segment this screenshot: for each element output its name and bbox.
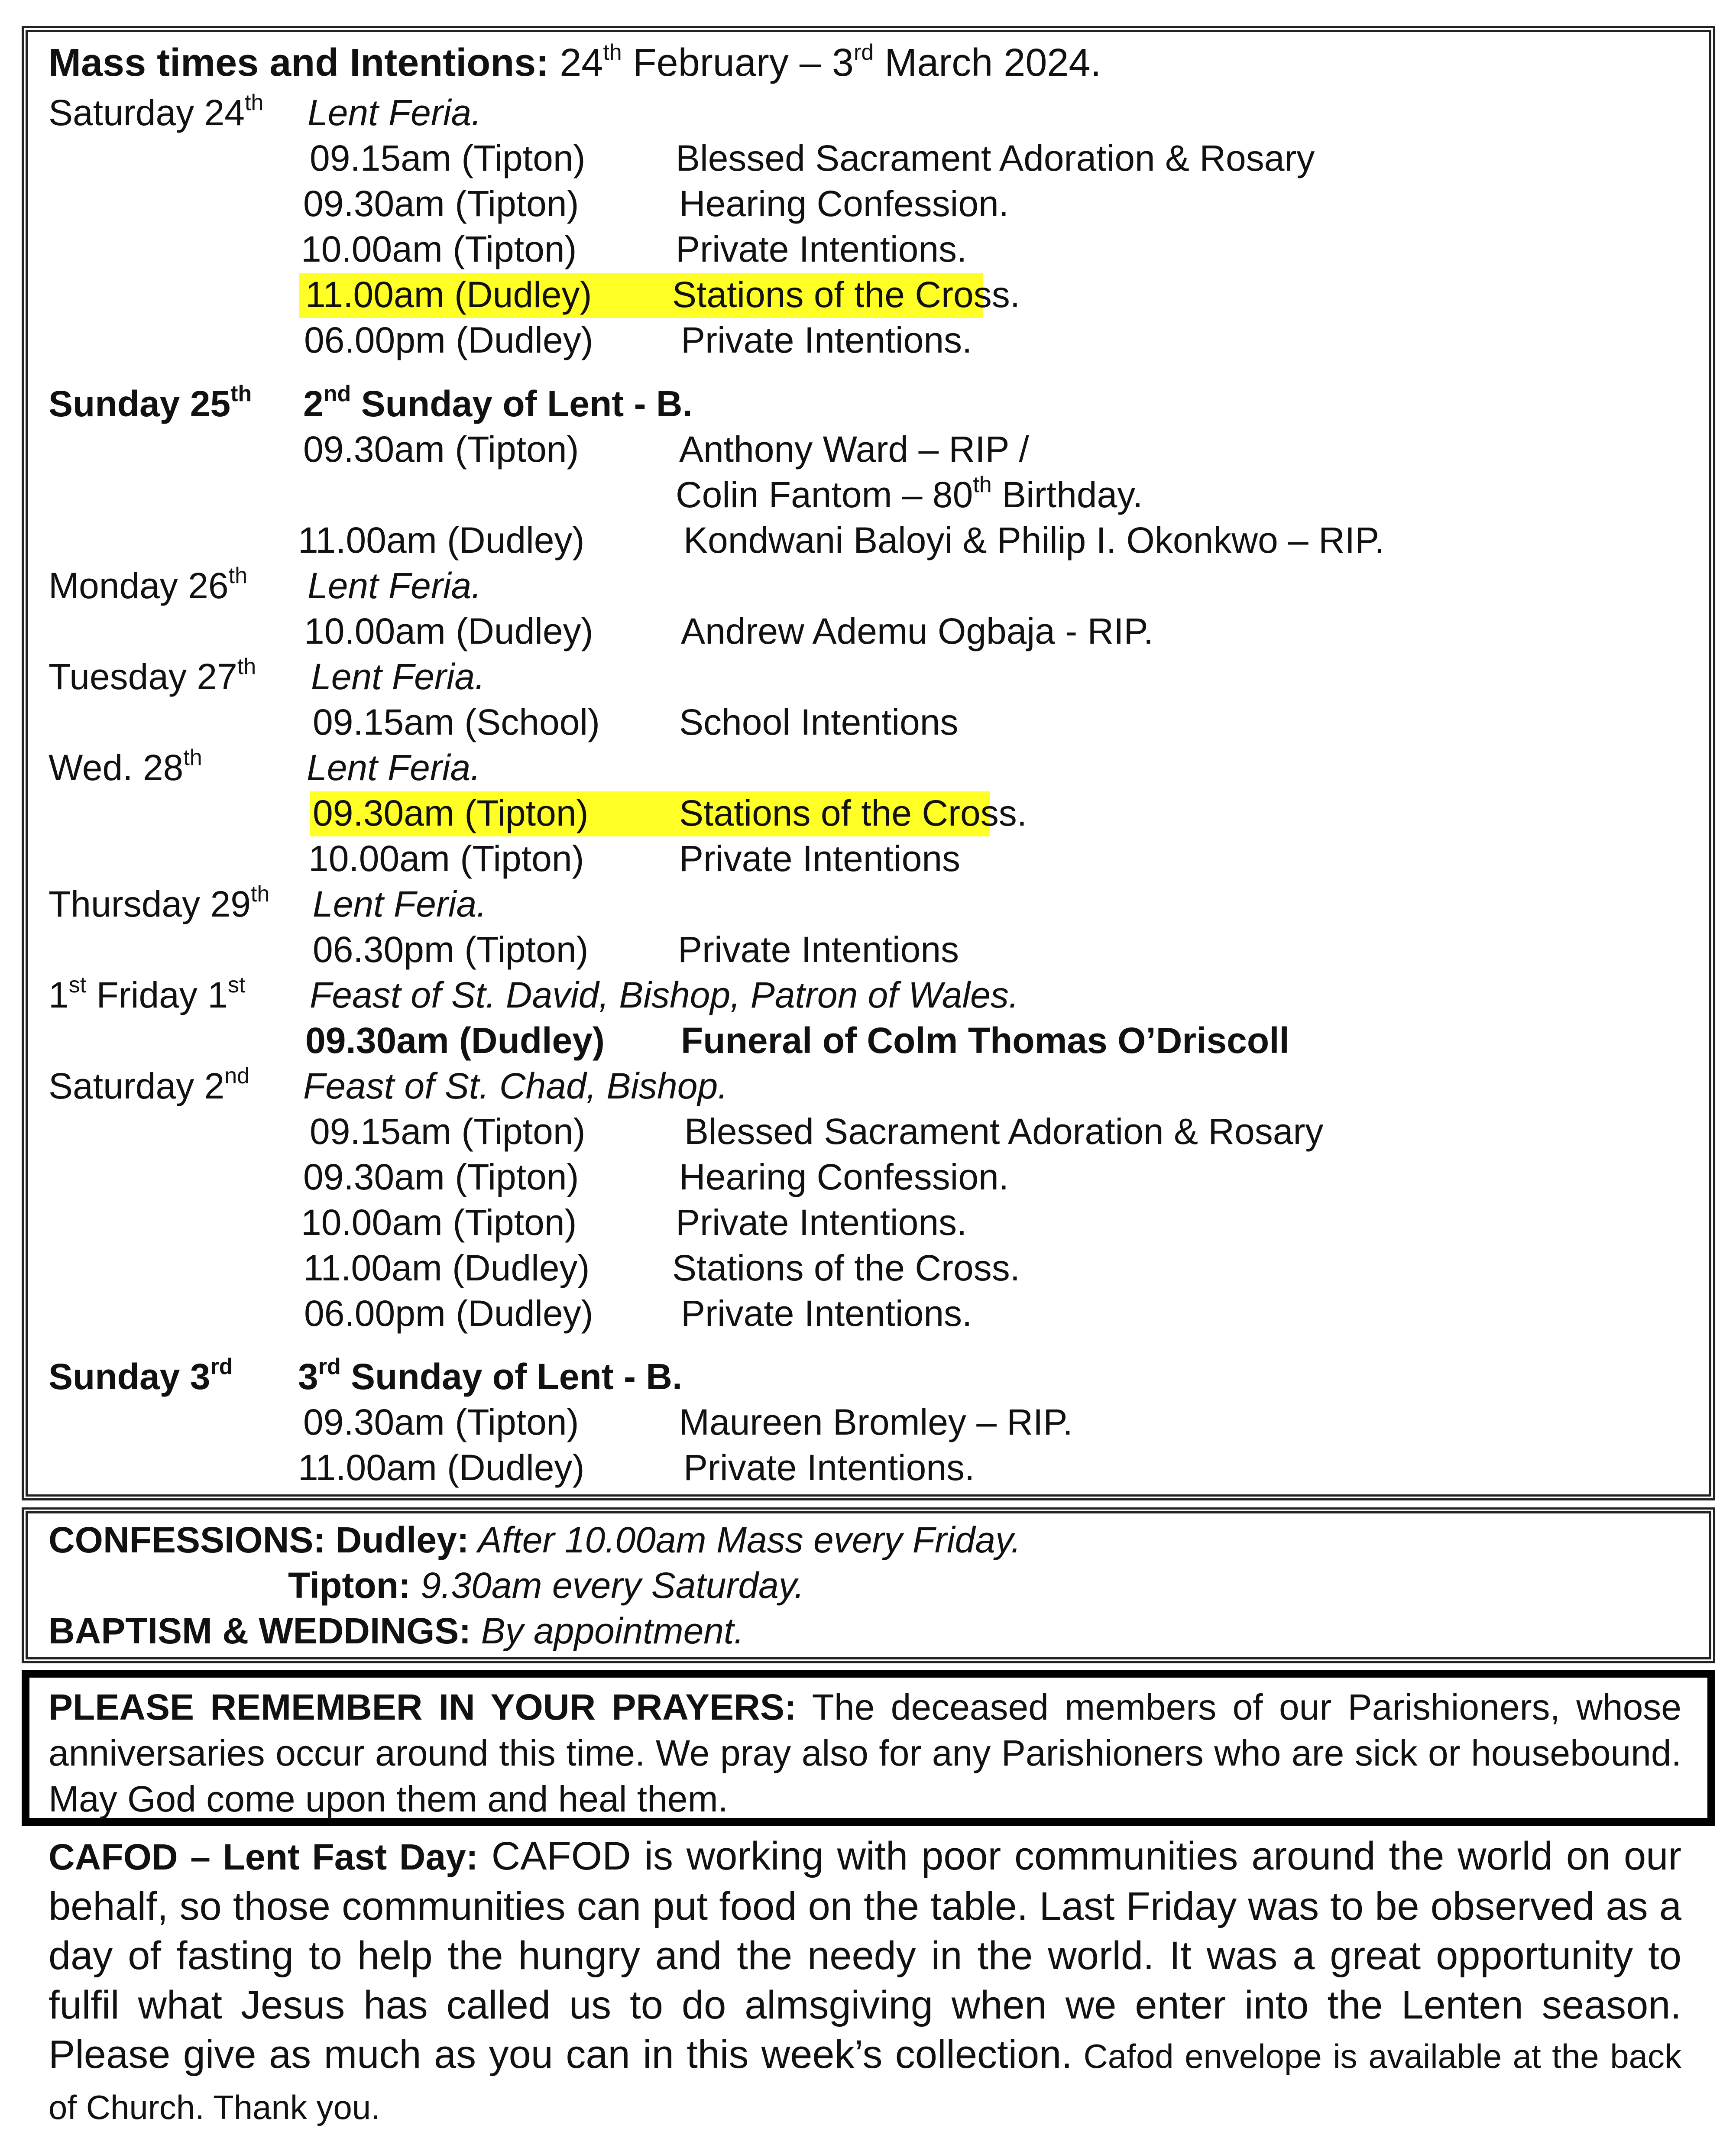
day-feast: 2nd Sunday of Lent - B. xyxy=(303,381,693,424)
mass-intention: School Intentions xyxy=(679,702,959,742)
mass-time: 09.30am (Dudley) xyxy=(305,1020,605,1061)
mass-time: 11.00am (Dudley) xyxy=(298,520,585,561)
day-label: Monday 26th xyxy=(49,563,247,606)
day-label: Sunday 3rd xyxy=(49,1354,233,1397)
day-label: Wed. 28th xyxy=(49,745,202,788)
mass-time: 10.00am (Dudley) xyxy=(304,611,593,651)
mass-time: 09.30am (Tipton) xyxy=(303,429,579,470)
day-feast: Lent Feria. xyxy=(311,656,485,697)
mass-intention: Private Intentions. xyxy=(683,1447,975,1488)
mass-time: 09.15am (Tipton) xyxy=(310,138,586,178)
mass-title: Mass times and Intentions: 24th February – 3rd March 2024. xyxy=(49,40,1101,84)
mass-time: 11.00am (Dudley) xyxy=(303,1247,590,1288)
mass-intention: Andrew Ademu Ogbaja - RIP. xyxy=(681,611,1154,651)
mass-intention: Hearing Confession. xyxy=(679,1157,1009,1197)
mass-intention: Private Intentions. xyxy=(676,229,967,269)
mass-intention: Blessed Sacrament Adoration & Rosary xyxy=(684,1111,1324,1152)
day-feast: Lent Feria. xyxy=(313,884,487,924)
mass-time: 06.30pm (Tipton) xyxy=(313,929,589,970)
mass-intention: Kondwani Baloyi & Philip I. Okonkwo – RIP. xyxy=(683,520,1385,561)
day-feast: Feast of St. Chad, Bishop. xyxy=(303,1066,728,1106)
mass-intention: Maureen Bromley – RIP. xyxy=(679,1402,1073,1442)
mass-intention: Private Intentions xyxy=(678,929,959,970)
mass-intention: Private Intentions. xyxy=(676,1202,967,1243)
mass-time: 09.15am (Tipton) xyxy=(310,1111,586,1152)
baptism-weddings: BAPTISM & WEDDINGS: By appointment. xyxy=(49,1610,744,1651)
day-feast: Feast of St. David, Bishop, Patron of Wales. xyxy=(310,975,1019,1015)
mass-intention: Hearing Confession. xyxy=(679,183,1009,224)
mass-intention: Stations of the Cross. xyxy=(672,1247,1020,1288)
day-label: Tuesday 27th xyxy=(49,654,256,697)
mass-intention: Blessed Sacrament Adoration & Rosary xyxy=(676,138,1315,178)
day-label: Thursday 29th xyxy=(49,881,270,924)
day-label: Saturday 2nd xyxy=(49,1063,250,1106)
day-feast: Lent Feria. xyxy=(307,747,481,788)
day-label: Sunday 25th xyxy=(49,381,252,424)
mass-intention: Funeral of Colm Thomas O’Driscoll xyxy=(681,1020,1289,1061)
mass-time: 10.00am (Tipton) xyxy=(308,838,584,879)
mass-time: 10.00am (Tipton) xyxy=(301,1202,577,1243)
prayers-text: PLEASE REMEMBER IN YOUR PRAYERS: The deceased members of our Parishioners, whose anniversaries occur around this time. We pray also for any Parishioners who are sick or housebound. May God come upon them and heal them. xyxy=(49,1687,1682,1819)
mass-time: 09.15am (School) xyxy=(313,702,600,742)
mass-intention: Stations of the Cross. xyxy=(679,793,1027,833)
mass-intention: Anthony Ward – RIP / xyxy=(679,429,1029,470)
mass-time: 09.30am (Tipton) xyxy=(303,1402,579,1442)
mass-time: 06.00pm (Dudley) xyxy=(304,320,593,360)
mass-time: 11.00am (Dudley) xyxy=(298,1447,585,1488)
day-label: Saturday 24th xyxy=(49,90,264,133)
mass-intention: Private Intentions xyxy=(679,838,961,879)
mass-intention: Stations of the Cross. xyxy=(672,274,1020,315)
mass-time: 09.30am (Tipton) xyxy=(303,1157,579,1197)
mass-intention: Colin Fantom – 80th Birthday. xyxy=(676,472,1143,515)
confessions-dudley: CONFESSIONS: Dudley: After 10.00am Mass every Friday. xyxy=(49,1520,1021,1560)
cafod-paragraph: CAFOD – Lent Fast Day: CAFOD is working with poor communities around the world on our behalf, so those communities can put food on the table. Last Friday was to be observed as a day of fasting to help the hungry and the needy in the world. It was a great opportunity to fulfil what Jesus has called us to do almsgiving when we enter into the Lenten season. Please give as much as you can in this week’s collection. Cafod envelope is available at the back of Church. Thank you. xyxy=(49,1834,1681,2126)
day-label: 1st Friday 1st xyxy=(49,972,246,1015)
day-feast: Lent Feria. xyxy=(308,92,482,133)
mass-intention: Private Intentions. xyxy=(681,320,972,360)
mass-time: 06.00pm (Dudley) xyxy=(304,1293,593,1334)
mass-time: 09.30am (Tipton) xyxy=(313,793,589,833)
day-feast: Lent Feria. xyxy=(308,565,482,606)
mass-time: 11.00am (Dudley) xyxy=(305,274,592,315)
day-feast: 3rd Sunday of Lent - B. xyxy=(298,1354,683,1397)
mass-intention: Private Intentions. xyxy=(681,1293,972,1334)
confessions-tipton: Tipton: 9.30am every Saturday. xyxy=(288,1565,804,1606)
mass-time: 10.00am (Tipton) xyxy=(301,229,577,269)
mass-time: 09.30am (Tipton) xyxy=(303,183,579,224)
